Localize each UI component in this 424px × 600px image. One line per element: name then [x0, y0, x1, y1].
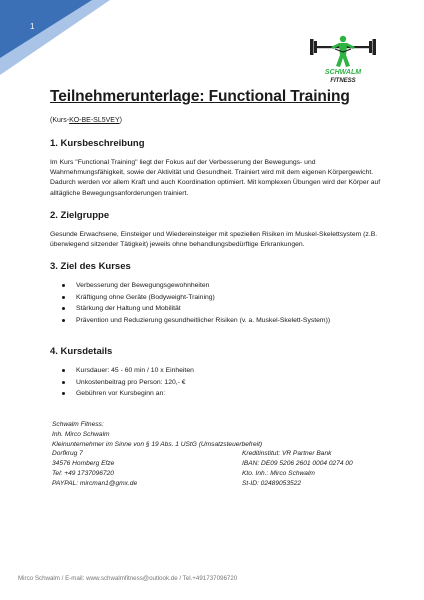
details-list [50, 365, 390, 400]
fitness-name: Schwalm Fitness: [52, 421, 104, 428]
heading-kursbeschreibung: 1. Kursbeschreibung [50, 138, 145, 149]
kurs-id [50, 117, 390, 124]
fitness-kleinunternehmer: Kleinunternehmer im Sinne von § 19 Abs. 1 UStG (Umsatzsteuerbefreit) [52, 440, 263, 448]
list-item: Gebühren vor Kursbeginn an: [50, 388, 390, 400]
heading-zielgruppe: 2. Zielgruppe [50, 209, 110, 221]
account-holder: Kto. Inh.: Mirco Schwalm [242, 469, 315, 477]
info-row [52, 469, 412, 479]
info-row [52, 449, 412, 459]
phone: Tel: +49 1737096720 [52, 469, 114, 477]
list-item: Stärkung der Haltung und Mobilität [50, 303, 390, 315]
info-row [52, 459, 412, 469]
main-content [50, 88, 390, 400]
list-item: Kräftigung ohne Geräte (Bodyweight-Training) [50, 292, 390, 304]
page-footer: Mirco Schwalm / E-mail: www.schwalmfitness@outlook.de / Tel.+491737096720 [18, 575, 238, 582]
bank-name: Kreditinstitut: VR Partner Bank [242, 450, 332, 458]
logo-text-top: SCHWALM [324, 69, 362, 76]
list-item: Verbesserung der Bewegungsgewohnheiten [50, 280, 390, 292]
bank-iban: IBAN: DE09 5206 2601 0004 0274 00 [242, 460, 353, 468]
fitness-inhaber: Inh. Mirco Schwalm [52, 430, 110, 438]
page-number: 1 [30, 22, 35, 31]
logo-text-bottom: FITNESS [330, 78, 356, 84]
text-zielgruppe: Gesunde Erwachsene, Einsteiger und Wiedereinsteiger mit speziellen Risiken im Muskel-Skelettsystem (z.B. überwiegend sitzender Tätigkeit) jeweils ohne behandlungsbedürftige Erkrankungen. [50, 230, 378, 249]
heading-ziel: 3. Ziel des Kurses [50, 261, 131, 273]
address-city: 34576 Homberg Efze [52, 460, 115, 468]
schwalm-fitness-logo [308, 30, 378, 84]
text-kursbeschreibung: Im Kurs "Functional Training" liegt der Fokus auf der Verbesserung der Bewegungs- und Wahrnehmungsfähigkeit, sowie der Aktivität und Gesundheit. Trainiert wird mit dem eigenen Körpergewicht. Dadurch werden vor allem Kraft und auch Koordination optimiert. Mit komplexen Übungen wird der Körper auf alltägliche Bewegungsanforderungen trainiert. [50, 159, 381, 197]
page-title: Teilnehmerunterlage: Functional Training [50, 88, 350, 105]
corner-decoration [0, 0, 110, 75]
paypal: PAYPAL: mircman1@gmx.de [52, 479, 138, 487]
tax-id: St-ID: 02489053522 [242, 479, 302, 487]
info-row [52, 479, 412, 489]
ziel-list [50, 280, 390, 326]
list-item: Unkostenbeitrag pro Person: 120,- € [50, 377, 390, 389]
payment-info [52, 420, 412, 489]
list-item: Prävention und Reduzierung gesundheitlicher Risiken (v. a. Muskel-Skelett-System)) [50, 315, 390, 327]
address-street: Dorfkrug 7 [52, 450, 83, 458]
kurs-id-suffix: ) [119, 117, 122, 124]
heading-kursdetails: 4. Kursdetails [50, 346, 113, 358]
kurs-id-prefix: (Kurs- [50, 117, 70, 124]
kurs-id-code: KO-BE-SL5VEY [69, 117, 120, 124]
list-item: Kursdauer: 45 - 60 min / 10 x Einheiten [50, 365, 390, 377]
